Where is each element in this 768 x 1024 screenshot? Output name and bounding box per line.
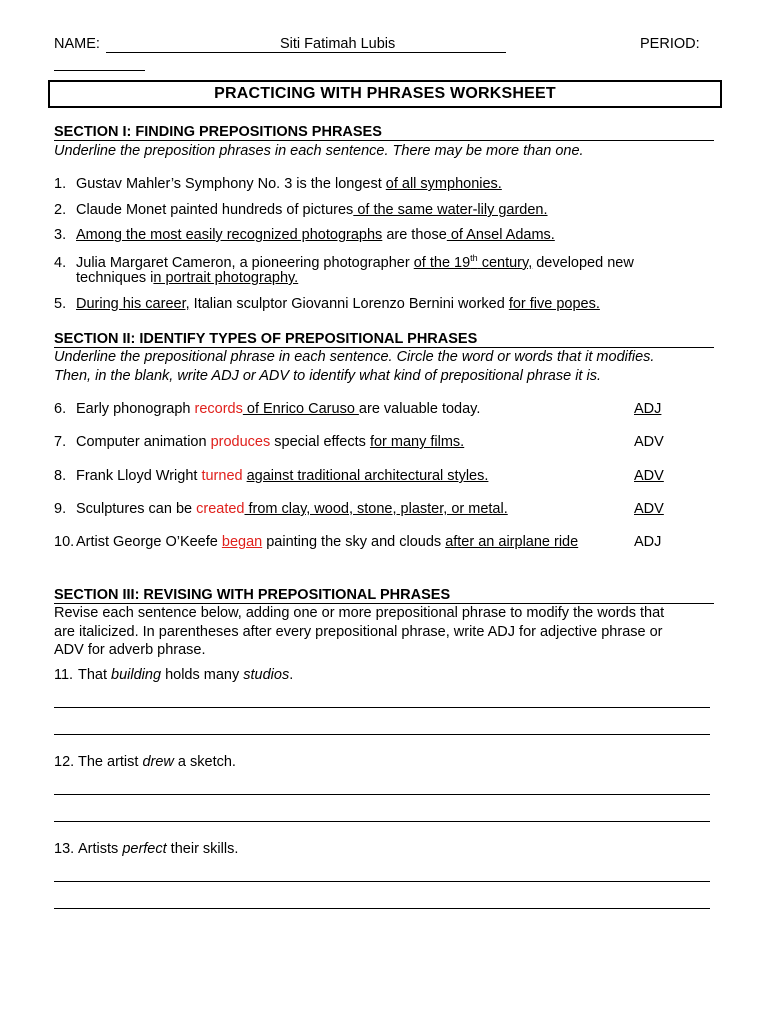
section3-instructions-1: Revise each sentence below, adding one or more prepositional phrase to modify the words that [54, 605, 665, 621]
section1-rule [54, 140, 714, 141]
name-label: NAME: [54, 36, 100, 52]
list-item: 3. Among the most easily recognized photographs are those of Ansel Adams. [54, 227, 555, 243]
list-item: 12. The artist drew a sketch. [54, 754, 236, 770]
section3-heading: SECTION III: REVISING WITH PREPOSITIONAL PHRASES [54, 587, 451, 603]
list-item: 10. Artist George O’Keefe began painting the sky and clouds after an airplane ride [54, 534, 579, 550]
section1-instructions: Underline the preposition phrases in each sentence. There may be more than one. [54, 143, 584, 159]
period-field-line[interactable] [54, 70, 145, 71]
answer-line[interactable] [54, 881, 710, 882]
worksheet-title: PRACTICING WITH PHRASES WORKSHEET [214, 85, 556, 102]
list-item: 1. Gustav Mahler’s Symphony No. 3 is the longest of all symphonies. [54, 176, 502, 192]
list-item: 5. During his career, Italian sculptor Giovanni Lorenzo Bernini worked for five popes. [54, 296, 600, 312]
list-item-continuation: techniques in portrait photography. [76, 270, 299, 286]
section2-heading: SECTION II: IDENTIFY TYPES OF PREPOSITIONAL PHRASES [54, 331, 478, 347]
list-item: 6. Early phonograph records of Enrico Caruso are valuable today. [54, 401, 481, 417]
list-item: 4. Julia Margaret Cameron, a pioneering photographer of the 19th century, developed new [54, 253, 634, 271]
answer-line[interactable] [54, 707, 710, 708]
list-item: 13. Artists perfect their skills. [54, 841, 239, 857]
worksheet-title-box [48, 80, 722, 108]
section2-instructions-1: Underline the prepositional phrase in each sentence. Circle the word or words that it modifies. [54, 349, 655, 365]
answer-line[interactable] [54, 794, 710, 795]
answer-line[interactable] [54, 908, 710, 909]
section2-rule [54, 347, 714, 348]
section1-heading: SECTION I: FINDING PREPOSITIONS PHRASES [54, 124, 382, 140]
answer-line[interactable] [54, 734, 710, 735]
answer-blank[interactable]: ADV [634, 468, 664, 484]
list-item: 11. That building holds many studios. [54, 667, 294, 683]
section2-instructions-2: Then, in the blank, write ADJ or ADV to identify what kind of prepositional phrase it is. [54, 368, 601, 384]
list-item: 8. Frank Lloyd Wright turned against traditional architectural styles. [54, 468, 489, 484]
answer-blank[interactable]: ADV [634, 501, 664, 517]
name-field-line[interactable] [106, 52, 506, 53]
section3-instructions-3: ADV for adverb phrase. [54, 642, 206, 658]
period-label: PERIOD: [640, 36, 700, 52]
list-item: 2. Claude Monet painted hundreds of pictures of the same water-lily garden. [54, 202, 548, 218]
answer-blank[interactable]: ADJ [634, 401, 662, 417]
answer-line[interactable] [54, 821, 710, 822]
section3-instructions-2: are italicized. In parentheses after every prepositional phrase, write ADJ for adjective phrase or [54, 624, 663, 640]
answer-blank[interactable]: ADJ [634, 534, 662, 550]
section3-rule [54, 603, 714, 604]
list-item: 9. Sculptures can be created from clay, wood, stone, plaster, or metal. [54, 501, 508, 517]
name-value: Siti Fatimah Lubis [280, 36, 396, 52]
answer-blank[interactable]: ADV [634, 434, 664, 450]
list-item: 7. Computer animation produces special effects for many films. [54, 434, 465, 450]
